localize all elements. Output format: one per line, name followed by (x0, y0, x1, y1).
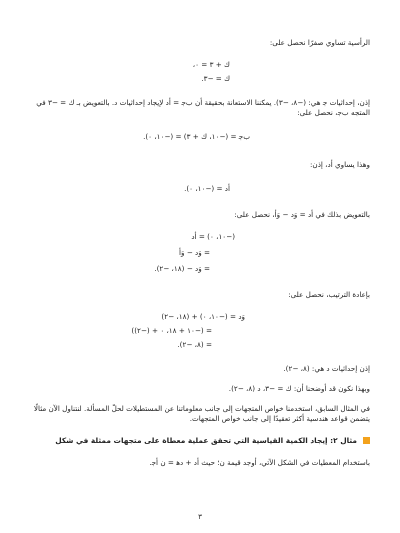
equation: ك + ٣ = ٠، (192, 60, 230, 69)
example-title: مثال ٢: إيجاد الكمية القياسية التي تحقق عملية معطاة على متجهات ممثلة في شكل (55, 436, 357, 445)
text-line: بالتعويض بذلك في أد = وَد − وَأ، نحصل على: (234, 210, 370, 219)
equation: وَد = (−١٠، ٠) + (١٨، −٢) (161, 312, 245, 321)
equation: = وَد − وَأ (178, 248, 210, 257)
text-line: وبهذا نكون قد أوضحنا أن: ك = −٣، د (٨، −٢). (228, 384, 370, 393)
text-line: إذن إحداثيات د هي: (٨، −٢). (283, 364, 370, 373)
bullet-square-icon (363, 437, 370, 444)
equation: أد = (−١٠، ٠). (184, 184, 230, 193)
equation: = وَد − (١٨، −٢). (154, 264, 210, 273)
paragraph: إذن، إحداثيات ﺟ هي: (−٨، −٣). يمكننا الاستعانة بحقيقة أن بﺟ = أد لإيجاد إحداثيات د. بالتعويض بـ ك = −٣ في المتجه بﺟ، نحصل على: (36, 98, 370, 117)
text-line: بإعادة الترتيب، نحصل على: (288, 290, 370, 299)
equation: (−١٠، ٠) = أد (191, 232, 235, 241)
page-number: ٣ (198, 513, 202, 521)
paragraph: في المثال السابق، استخدمنا خواص المتجهات إلى جانب معلوماتنا عن المستطيلات لحلّ المسألة. لنتناول الآن مثالًا يتضمن قواعد هندسية أكثر تعقيدًا إلى جانب خواص المتجهات. (33, 404, 370, 423)
example-heading (55, 436, 370, 445)
equation: بﺟ = (−١٠، ك + ٣) = (−١٠، ٠). (143, 132, 250, 141)
equation: = (−١٠ + ١٨، ٠ + (−٢)) (131, 326, 212, 335)
equation: = (٨، −٢). (177, 340, 212, 349)
text-line: الرأسية تساوي صفرًا نحصل على: (269, 38, 370, 47)
text-line: وهذا يساوي أد، إذن: (310, 160, 370, 169)
equation: ك = −٣. (201, 74, 230, 83)
text-line: باستخدام المعطيات في الشكل الآتي، أوجد قيمة ن؛ حيث أد + دﻫ = ن أﺟ. (149, 458, 370, 467)
